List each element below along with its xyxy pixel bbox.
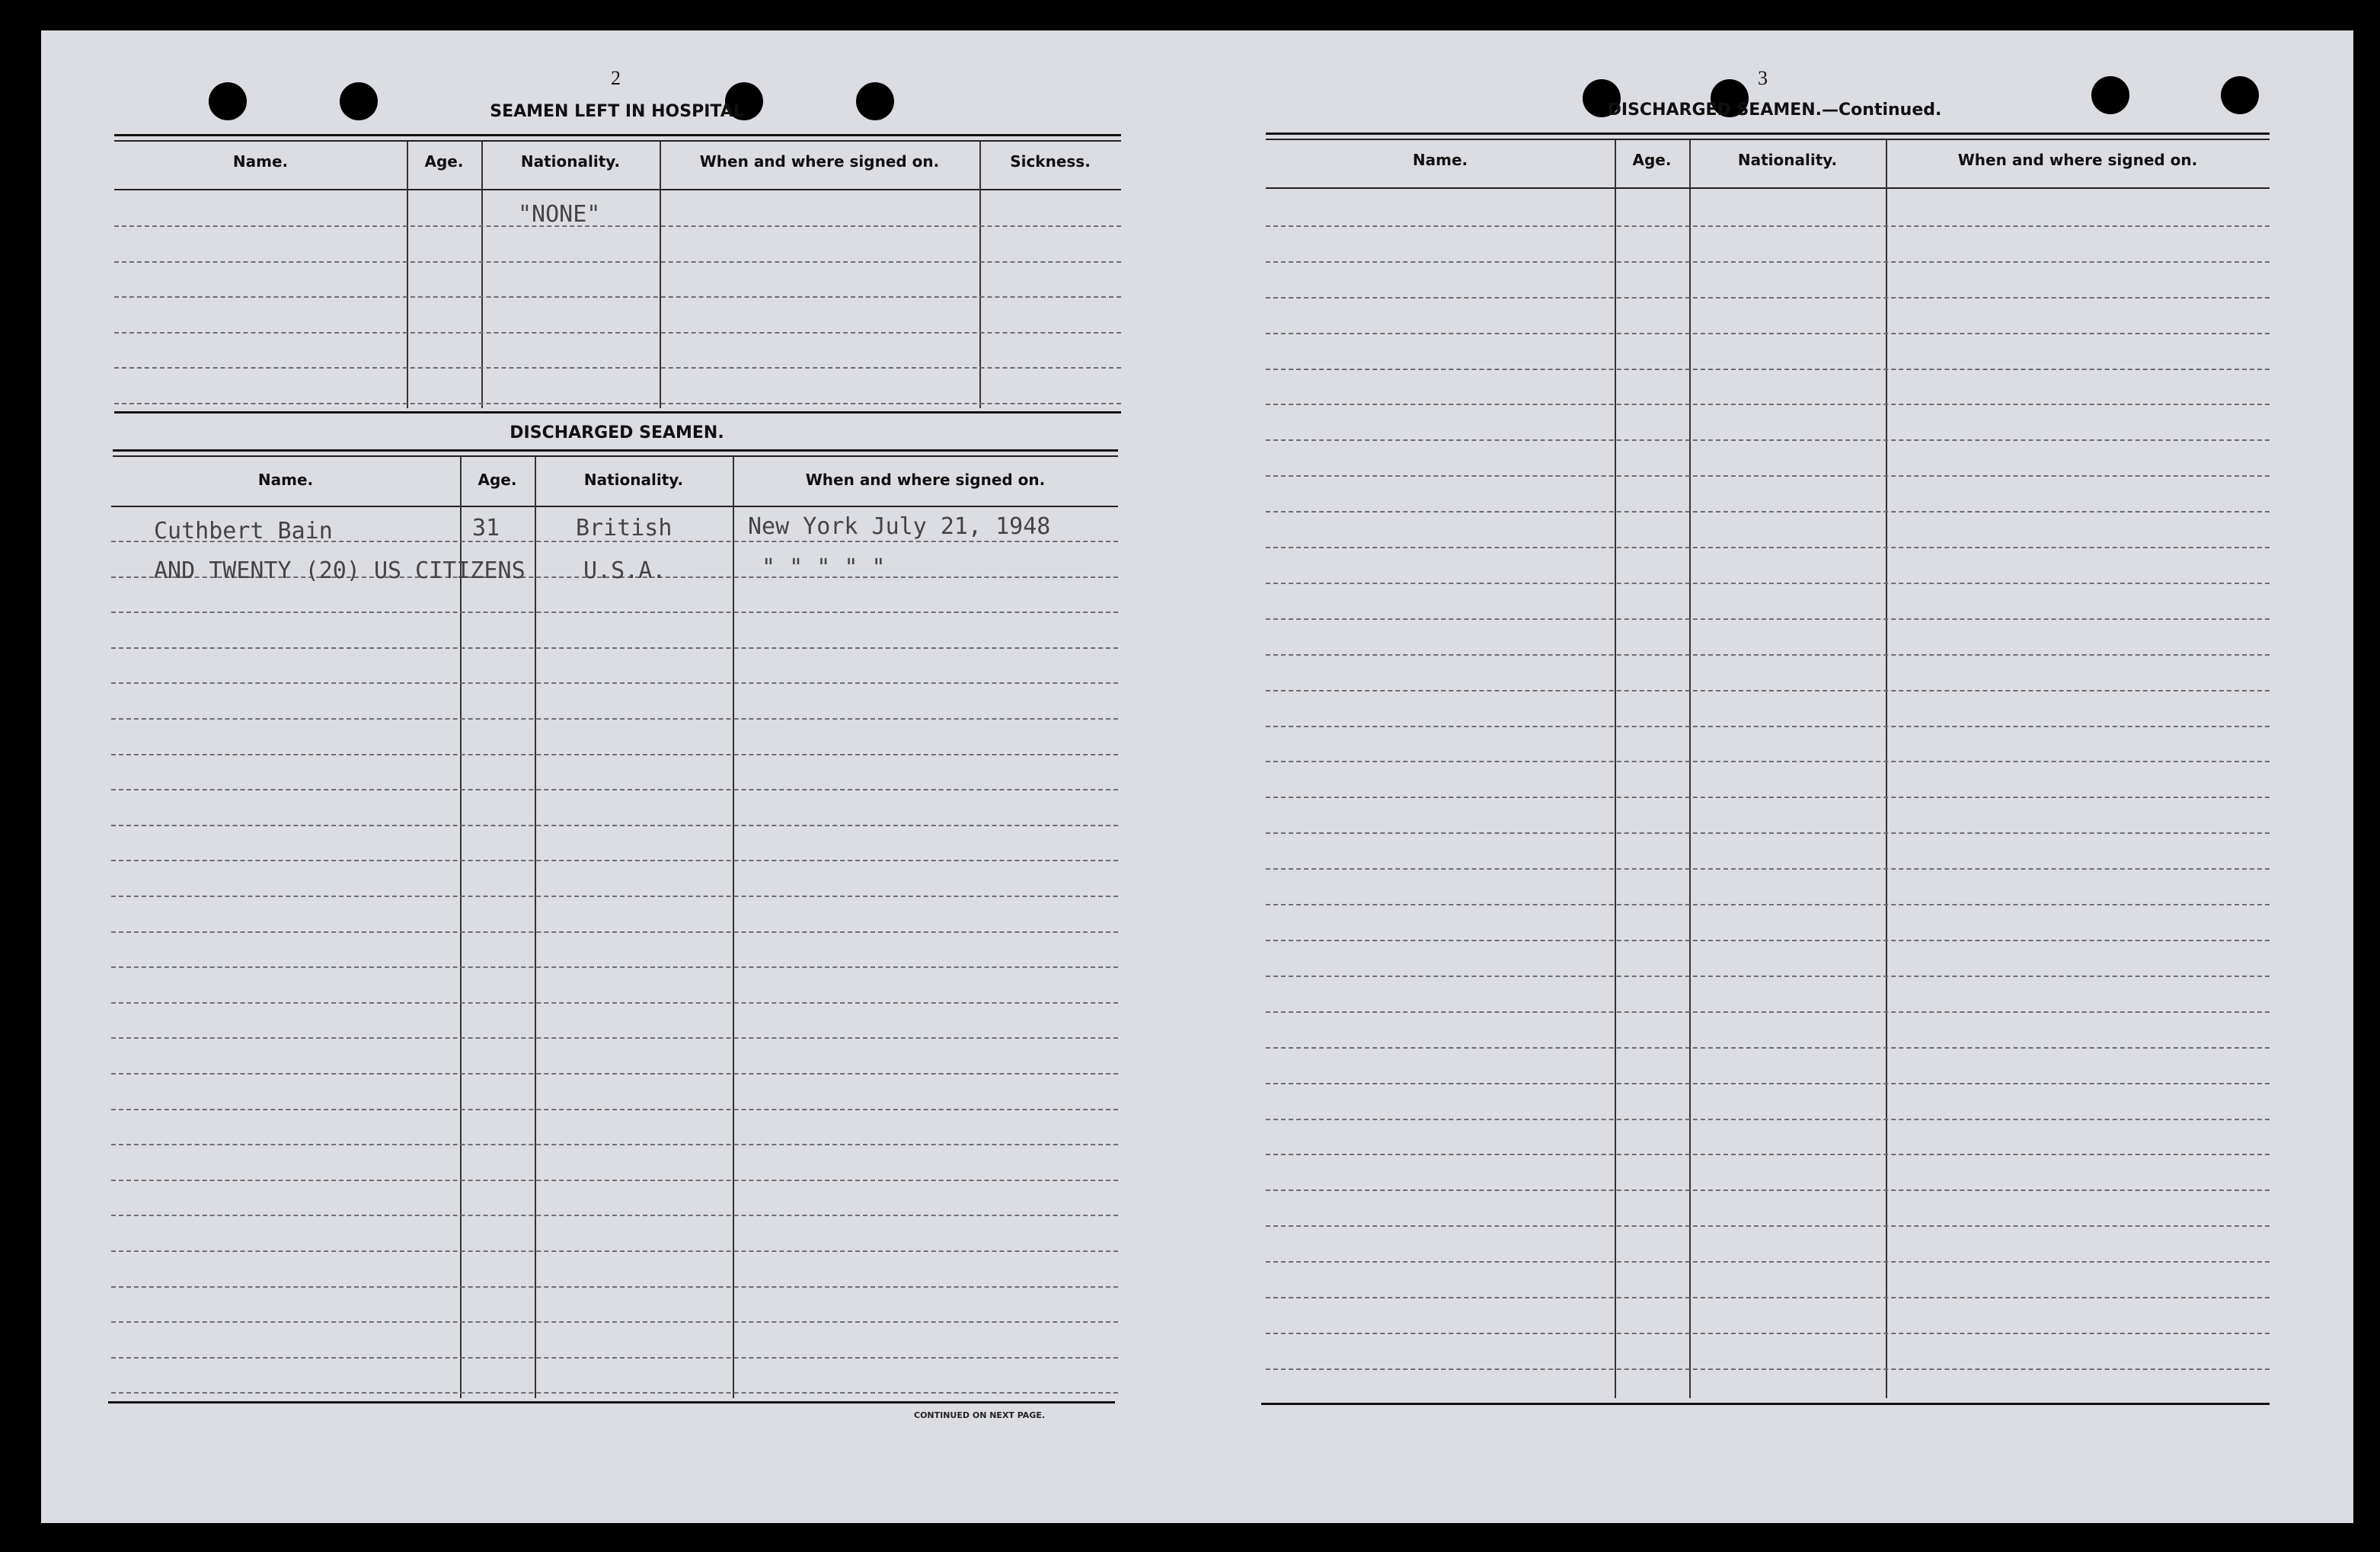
discharged-header-1: Age. bbox=[478, 471, 517, 489]
right-table-bottom-rule bbox=[1261, 1403, 2270, 1405]
right-row-line bbox=[1266, 583, 2270, 584]
right-row-line bbox=[1266, 618, 2270, 620]
hospital-table-top-rule-2 bbox=[114, 140, 1121, 142]
hospital-header-2: Nationality. bbox=[520, 152, 621, 171]
discharged-table-bottom-rule bbox=[108, 1401, 1115, 1404]
right-row-line bbox=[1266, 1297, 2270, 1298]
discharged-row-line bbox=[111, 966, 1118, 968]
discharged-row-line bbox=[111, 1250, 1118, 1252]
row1-age: 31 bbox=[472, 515, 500, 541]
hospital-section-title: SEAMEN LEFT IN HOSPITAL bbox=[490, 102, 744, 121]
right-row-line bbox=[1266, 1119, 2270, 1120]
row2-nationality: U.S.A. bbox=[583, 557, 666, 584]
discharged-header-2: Nationality. bbox=[583, 471, 684, 489]
discharged-row-line bbox=[111, 931, 1118, 933]
hospital-table-top-rule bbox=[114, 134, 1121, 136]
punch-hole bbox=[209, 82, 247, 120]
discharged-row-line bbox=[111, 1392, 1118, 1394]
right-row-line bbox=[1266, 225, 2270, 227]
right-row-line bbox=[1266, 690, 2270, 691]
right-row-line bbox=[1266, 868, 2270, 870]
punch-hole bbox=[2091, 76, 2129, 114]
discharged-table-top-rule bbox=[113, 449, 1118, 452]
right-row-line bbox=[1266, 1083, 2270, 1084]
hospital-none-note: "NONE" bbox=[518, 201, 601, 228]
hospital-row-line bbox=[114, 261, 1121, 263]
discharged-row-line bbox=[111, 1144, 1118, 1145]
right-row-line bbox=[1266, 511, 2270, 513]
right-row-line bbox=[1266, 1011, 2270, 1013]
right-header-1: Age. bbox=[1632, 151, 1672, 169]
right-row-line bbox=[1266, 797, 2270, 798]
right-header-rule bbox=[1266, 187, 2270, 189]
right-table-top-rule-2 bbox=[1266, 139, 2270, 140]
discharged-row-line bbox=[111, 789, 1118, 790]
right-column-rule bbox=[1886, 140, 1887, 1398]
right-row-line bbox=[1266, 369, 2270, 370]
hospital-row-line bbox=[114, 225, 1121, 227]
hospital-row-line bbox=[114, 332, 1121, 334]
right-row-line bbox=[1266, 940, 2270, 941]
discharged-row-line bbox=[111, 754, 1118, 755]
continued-footer: CONTINUED ON NEXT PAGE. bbox=[914, 1410, 1046, 1420]
right-row-line bbox=[1266, 297, 2270, 299]
hospital-row-line bbox=[114, 296, 1121, 298]
right-row-line bbox=[1266, 261, 2270, 263]
discharged-column-rule bbox=[535, 457, 536, 1398]
right-column-rule bbox=[1615, 140, 1616, 1398]
right-row-line bbox=[1266, 439, 2270, 441]
hospital-header-3: When and where signed on. bbox=[699, 152, 940, 171]
row1-signed-on: New York July 21, 1948 bbox=[748, 513, 1051, 540]
right-row-line bbox=[1266, 547, 2270, 548]
hospital-table-bottom-rule bbox=[114, 411, 1121, 414]
hospital-header-1: Age. bbox=[424, 152, 464, 171]
discharged-row-line bbox=[111, 825, 1118, 826]
discharged-row-line bbox=[111, 1180, 1118, 1181]
discharged-row-line bbox=[111, 1037, 1118, 1039]
discharged-column-rule bbox=[460, 457, 462, 1398]
right-row-line bbox=[1266, 726, 2270, 727]
discharged-row-line bbox=[111, 1357, 1118, 1359]
right-row-line bbox=[1266, 832, 2270, 834]
row2-name: AND TWENTY (20) US CITIZENS bbox=[154, 557, 526, 584]
right-row-line bbox=[1266, 404, 2270, 405]
discharged-row-line bbox=[111, 612, 1118, 613]
discharged-row-line bbox=[111, 647, 1118, 649]
discharged-row-line bbox=[111, 1286, 1118, 1288]
discharged-row-line bbox=[111, 1109, 1118, 1110]
right-row-line bbox=[1266, 1225, 2270, 1227]
right-row-line bbox=[1266, 976, 2270, 977]
discharged-row-line bbox=[111, 896, 1118, 897]
right-table-top-rule bbox=[1266, 133, 2270, 135]
row2-signed-on: " " " " " bbox=[762, 554, 886, 581]
right-row-line bbox=[1266, 333, 2270, 334]
right-row-line bbox=[1266, 1190, 2270, 1191]
discharged-row-line bbox=[111, 860, 1118, 861]
discharged-row-line bbox=[111, 1073, 1118, 1075]
right-header-0: Name. bbox=[1412, 151, 1468, 169]
discharged-column-rule bbox=[733, 457, 734, 1398]
right-column-rule bbox=[1689, 140, 1691, 1398]
hospital-row-line bbox=[114, 367, 1121, 369]
discharged-table-top-rule-2 bbox=[113, 455, 1118, 457]
punch-hole bbox=[2221, 76, 2259, 114]
right-row-line bbox=[1266, 1154, 2270, 1155]
discharged-header-0: Name. bbox=[257, 471, 314, 489]
right-header-3: When and where signed on. bbox=[1957, 151, 2198, 169]
discharged-row-line bbox=[111, 1002, 1118, 1004]
right-row-line bbox=[1266, 761, 2270, 762]
right-section-title: DISCHARGED SEAMEN.—Continued. bbox=[1607, 101, 1942, 120]
manifest-sheet bbox=[41, 30, 2353, 1523]
discharged-header-3: When and where signed on. bbox=[805, 471, 1046, 489]
discharged-row-line bbox=[111, 1215, 1118, 1216]
hospital-header-0: Name. bbox=[232, 152, 289, 171]
right-row-line bbox=[1266, 904, 2270, 905]
right-row-line bbox=[1266, 1261, 2270, 1263]
punch-hole bbox=[340, 82, 378, 120]
discharged-section-title: DISCHARGED SEAMEN. bbox=[510, 423, 724, 442]
punch-hole bbox=[856, 82, 894, 120]
hospital-row-line bbox=[114, 403, 1121, 404]
hospital-header-rule bbox=[114, 189, 1121, 190]
discharged-row-line bbox=[111, 718, 1118, 720]
left-page-number: 2 bbox=[611, 67, 621, 89]
right-row-line bbox=[1266, 1333, 2270, 1334]
row1-name: Cuthbert Bain bbox=[154, 518, 333, 544]
discharged-row-line bbox=[111, 1321, 1118, 1323]
right-row-line bbox=[1266, 654, 2270, 656]
discharged-header-rule bbox=[111, 506, 1118, 507]
row1-nationality: British bbox=[576, 515, 672, 541]
right-page-number: 3 bbox=[1758, 67, 1768, 89]
discharged-row-line bbox=[111, 682, 1118, 684]
right-row-line bbox=[1266, 1047, 2270, 1049]
right-header-2: Nationality. bbox=[1737, 151, 1838, 169]
right-row-line bbox=[1266, 1368, 2270, 1370]
right-row-line bbox=[1266, 475, 2270, 477]
hospital-header-4: Sickness. bbox=[1010, 152, 1091, 171]
